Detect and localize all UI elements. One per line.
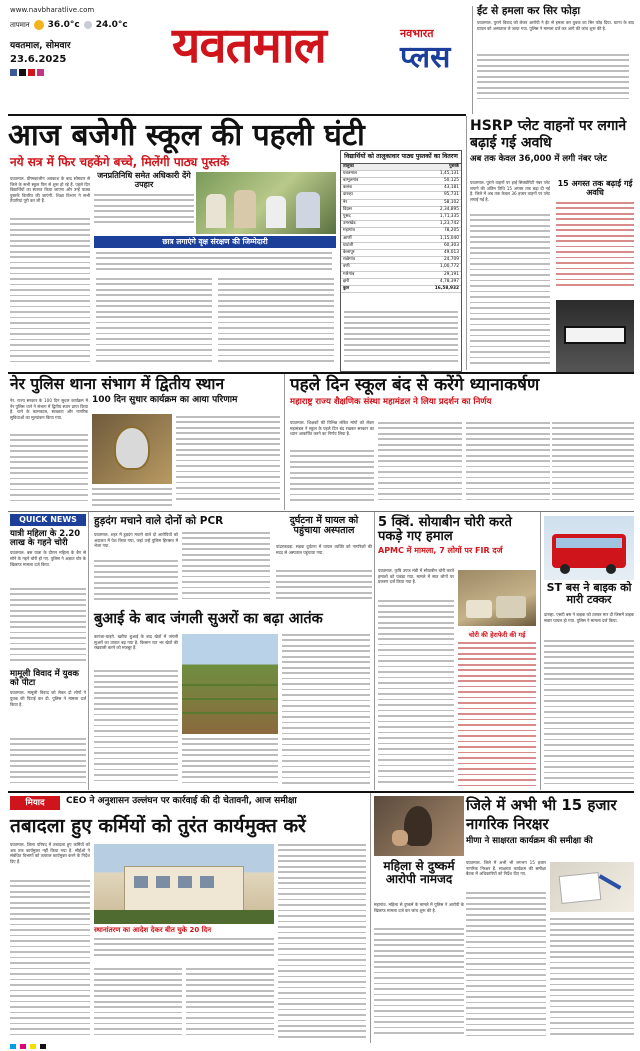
table-cell-books: 1,15,040 bbox=[439, 235, 459, 241]
mitiyad-body-col bbox=[10, 842, 90, 1042]
mitiyad-caption-box bbox=[94, 926, 274, 935]
masthead-left bbox=[10, 6, 180, 84]
city-day: यवतमाल, सोमवार bbox=[10, 41, 71, 51]
hsrp-side bbox=[556, 180, 634, 298]
table-cell-taluka: बाभूलगांव bbox=[343, 177, 359, 183]
table-cell-taluka: झरी bbox=[343, 278, 350, 284]
table-total-value: 16,58,932 bbox=[434, 285, 459, 291]
number-plate-photo bbox=[556, 300, 634, 372]
table-cell-taluka: उमरखेड bbox=[343, 221, 356, 227]
farm-field-photo bbox=[182, 634, 278, 734]
top-right-story bbox=[472, 6, 634, 114]
table-cell-taluka: दारव्हा bbox=[343, 192, 353, 198]
social-icons bbox=[10, 69, 180, 76]
lead-banner bbox=[94, 236, 336, 248]
soybean-subhead: APMC में मामला, 7 लोगों पर FIR दर्ज bbox=[378, 546, 503, 556]
table-row bbox=[341, 207, 461, 214]
table-cell-taluka: आर्णी bbox=[343, 235, 352, 241]
table-row bbox=[341, 264, 461, 271]
zp-office-photo bbox=[94, 844, 274, 924]
quick-news-1-title: यात्री महिला के 2.20 लाख के गहने चोरी bbox=[10, 529, 81, 549]
accident-headline: दुर्घटना में घायल को पहुंचाया अस्पताल bbox=[289, 515, 359, 537]
weather bbox=[10, 20, 180, 30]
ner-subhead-box bbox=[92, 396, 280, 412]
issue-date: 23.6.2025 bbox=[10, 54, 67, 65]
table-row bbox=[341, 192, 461, 199]
table-row bbox=[341, 200, 461, 207]
boar-body-col bbox=[94, 634, 178, 790]
lead-subhead-box bbox=[10, 156, 310, 169]
temperature-label: तापमान bbox=[10, 20, 30, 29]
website-url[interactable]: www.navbharatlive.com bbox=[10, 6, 95, 14]
table-row bbox=[341, 185, 461, 192]
table-row bbox=[341, 243, 461, 250]
table-cell-books: 49,013 bbox=[443, 249, 459, 255]
facebook-icon[interactable] bbox=[10, 69, 17, 76]
table-total-row bbox=[341, 286, 461, 293]
table-row bbox=[341, 178, 461, 185]
woman-story bbox=[374, 860, 464, 886]
hsrp-side-title: 15 अगस्त तक बढ़ाई गई अवधि bbox=[557, 179, 633, 197]
table-cell-books: 29,191 bbox=[443, 271, 459, 277]
youtube-icon[interactable] bbox=[28, 69, 35, 76]
st-bus-story bbox=[544, 582, 634, 606]
table-header-row bbox=[341, 164, 461, 171]
hsrp-subhead: अब तक केवल 36,000 में लगी नंबर प्लेट bbox=[470, 154, 607, 164]
top-right-body: यवतमाल. पुराने विवाद को लेकर आरोपी ने ईंट से हमला कर युवक का सिर फोड़ दिया. घटना के बाद घायल को अस्पताल ले जाया गया. पुलिस ने मामला दर्ज कर आगे की जांच शुरू की है. bbox=[477, 20, 634, 31]
quick-news-2-title: मामूली विवाद में युवक को पीटा bbox=[10, 669, 79, 689]
quick-news-item-1 bbox=[10, 530, 86, 580]
mitiyad-kicker-box bbox=[66, 797, 366, 807]
st-bus-headline: ST बस ने बाइक को मारी टक्कर bbox=[546, 581, 632, 606]
table-body bbox=[341, 171, 461, 286]
title-main: यवतमाल bbox=[172, 17, 326, 74]
table-cell-taluka: घाटंजी bbox=[343, 242, 354, 248]
boar-headline: बुआई के बाद जंगली सुअरों का बढ़ा आतंक bbox=[94, 611, 323, 627]
table-row bbox=[341, 272, 461, 279]
table-cell-taluka: कलंब bbox=[343, 185, 352, 191]
table-cell-taluka: केलापुर bbox=[343, 249, 355, 255]
table-cell-taluka: यवतमाल bbox=[343, 170, 357, 176]
ner-story bbox=[10, 376, 280, 393]
mitiyad-label-box bbox=[10, 796, 60, 810]
table-row bbox=[341, 250, 461, 257]
soybean-headline: 5 क्विं. सोयाबीन चोरी करते पकड़े गए हमाल bbox=[378, 515, 512, 545]
moon-icon bbox=[84, 21, 92, 29]
table-title: विद्यार्थियों को तालुकावार पाठ्य पुस्तकों का वितरण bbox=[341, 151, 461, 164]
print-marks bbox=[10, 1044, 630, 1049]
temp-low: 24.0°c bbox=[95, 20, 128, 30]
st-bus-photo bbox=[544, 516, 634, 580]
lead-inset bbox=[94, 172, 194, 232]
literacy-headline: जिले में अभी भी 15 हजार नागरिक निरक्षर bbox=[466, 796, 617, 833]
table-cell-books: 24,709 bbox=[443, 257, 459, 263]
table-row bbox=[341, 221, 461, 228]
quick-news-2-body: यवतमाल. मामूली विवाद को लेकर दो लोगों ने युवक की पिटाई कर दी. पुलिस ने मामला दर्ज किया है. bbox=[10, 690, 86, 707]
lead-headline-box bbox=[8, 118, 464, 154]
first-day-subhead: महाराष्ट्र राज्य शैक्षणिक संस्था महामंडल ने लिया प्रदर्शन का निर्णय bbox=[290, 397, 492, 408]
textbook-table bbox=[340, 150, 462, 372]
table-cell-taluka: नेर bbox=[343, 199, 348, 205]
accident-story bbox=[276, 516, 372, 537]
table-cell-books: 50,125 bbox=[443, 177, 459, 183]
x-icon[interactable] bbox=[19, 69, 26, 76]
literacy-story bbox=[466, 796, 634, 846]
top-right-headline: ईंट से हमला कर सिर फोड़ा bbox=[477, 5, 581, 17]
pcr-body: यवतमाल. शहर में हुड़दंग मचाने वाले दो आरोपियों को अदालत में पेश किया गया, जहां उन्हें पुलिस हिरासत में भेजा गया. bbox=[94, 532, 178, 549]
table-cell-taluka: मारेगांव bbox=[343, 271, 355, 277]
hsrp-body: यवतमाल. पुराने वाहनों पर हाई सिक्योरिटी नंबर प्लेट लगाने की अंतिम तिथि 15 अगस्त तक बढ़ा दी गई है. जिले में अब तक केवल 36 हजार वाहनों पर प्लेट लगाई गई है. bbox=[470, 180, 550, 202]
st-bus-body-col bbox=[544, 612, 634, 790]
table-cell-books: 2,34,895 bbox=[439, 206, 459, 212]
table-cell-books: 1,23,742 bbox=[439, 221, 459, 227]
text-filler bbox=[477, 54, 629, 104]
table-cell-taluka: पुसद bbox=[343, 213, 351, 219]
first-day-body: यवतमाल. शिक्षकों की विभिन्न लंबित मांगों को लेकर महामंडल ने स्कूल के पहले दिन बंद रखकर सरकार का ध्यान आकर्षित करने का निर्णय लिया है. bbox=[290, 420, 374, 437]
first-day-body-col bbox=[290, 420, 374, 510]
woman-body: महागांव. महिला से दुष्कर्म के मामले में पुलिस ने आरोपी के खिलाफ मामला दर्ज कर जांच शुरू की है. bbox=[374, 902, 464, 913]
ner-headline: नेर पुलिस थाना संभाग में द्वितीय स्थान bbox=[10, 375, 225, 393]
table-row bbox=[341, 228, 461, 235]
table-total-label: कुल bbox=[343, 285, 350, 291]
first-day-headline: पहले दिन स्कूल बंद से करेंगे ध्यानाकर्षण bbox=[290, 375, 540, 395]
st-bus-body: दारव्हा. एसटी बस ने बाइक को टक्कर मार दी जिसमें बाइक सवार घायल हो गया. पुलिस ने मामला दर्ज किया. bbox=[544, 612, 634, 623]
lead-body: यवतमाल. ग्रीष्मकालीन अवकाश के बाद सोमवार से जिले के सभी स्कूल फिर से शुरू हो रहे हैं. पहले दिन विद्यार्थियों का स्वागत किया जाएगा और उन्हें पाठ्य पुस्तकें वितरित की जाएंगी. शिक्षा विभाग ने सभी तैयारियां पूरी कर ली हैं. bbox=[10, 176, 90, 204]
mitiyad-headline: तबादला हुए कर्मियों को तुरंत कार्यमुक्त करें bbox=[10, 815, 306, 837]
lead-body-col1 bbox=[10, 176, 90, 371]
table-row bbox=[341, 279, 461, 286]
accident-body: पांढरकवड़ा. सड़क दुर्घटना में घायल व्यक्ति को नागरिकों की मदद से अस्पताल पहुंचाया गया. bbox=[276, 544, 372, 555]
pcr-body-col bbox=[94, 532, 178, 608]
school-kids-photo bbox=[196, 172, 336, 234]
pcr-story bbox=[94, 516, 268, 527]
mitiyad-label: मियाद bbox=[25, 798, 45, 808]
hsrp-headline: HSRP प्लेट वाहनों पर लगाने बढ़ाई गई अवधि bbox=[470, 118, 627, 151]
table-cell-books: 58,102 bbox=[443, 199, 459, 205]
table-cell-taluka: राळेगांव bbox=[343, 257, 356, 263]
brand-plus bbox=[400, 26, 466, 82]
accident-body-col bbox=[276, 544, 372, 608]
table-row bbox=[341, 236, 461, 243]
lead-headline: आज बजेगी स्कूल की पहली घंटी bbox=[8, 118, 365, 153]
woman-body-col bbox=[374, 902, 464, 1042]
ner-body-col bbox=[10, 398, 88, 510]
pcr-headline: हुड़दंग मचाने वाले दोनों को PCR bbox=[94, 515, 224, 527]
soybean-body: यवतमाल. कृषि उपज मंडी में सोयाबीन चोरी करते हमालों को पकड़ा गया. मामले में सात लोगों पर प्रकरण दर्ज किया गया है. bbox=[378, 568, 454, 585]
table-header-books: पुस्तकें bbox=[449, 163, 459, 169]
ner-body: नेर. राज्य सरकार के 100 दिन सुधार कार्यक्रम में नेर पुलिस थाने ने संभाग में द्वितीय स्थान प्राप्त किया है. थाने के कामकाज, स्वच्छता और नागरिक सुविधाओं का मूल्यांकन किया गया. bbox=[10, 398, 88, 420]
hsrp-body-col bbox=[470, 180, 550, 372]
table-header-taluka: तालुका bbox=[343, 163, 354, 169]
police-badge-photo bbox=[92, 414, 172, 484]
boar-body: कारंजा-घाड़गे. खरीफ बुआई के बाद खेतों में जंगली सुअरों का उत्पात बढ़ गया है. किसान रात भर खेतों की रखवाली करने को मजबूर हैं. bbox=[94, 634, 178, 651]
first-day-story bbox=[290, 376, 634, 408]
table-cell-books: 1,00,772 bbox=[439, 264, 459, 270]
table-row bbox=[341, 171, 461, 178]
literacy-body: यवतमाल. जिले में अभी भी लगभग 15 हजार नागरिक निरक्षर हैं. साक्षरता कार्यक्रम की समीक्षा बैठक में अधिकारियों को निर्देश दिए गए. bbox=[466, 860, 546, 877]
table-cell-taluka: वणी bbox=[343, 264, 350, 270]
lead-inset-title: जनप्रतिनिधि समेत अधिकारी देंगे उपहार bbox=[97, 171, 191, 189]
lead-banner-text: छात्र लगाएंगे वृक्ष संरक्षण की जिम्मेदारी bbox=[162, 237, 268, 246]
woman-headline: महिला से दुष्कर्म आरोपी नामजद bbox=[383, 859, 455, 886]
quick-news-1-body: यवतमाल. बस यात्रा के दौरान महिला के बैग से सोने के गहने चोरी हो गए. पुलिस ने अज्ञात चोर के खिलाफ मामला दर्ज किया. bbox=[10, 550, 86, 567]
literacy-body-col bbox=[466, 860, 546, 1042]
table-cell-books: 78,205 bbox=[443, 228, 459, 234]
table-cell-books: 60,303 bbox=[443, 242, 459, 248]
table-cell-taluka: महागांव bbox=[343, 228, 355, 234]
soybean-body-col bbox=[378, 568, 454, 790]
lead-subhead: नये सत्र में फिर चहकेंगे बच्चे, मिलेंगी पाठ्य पुस्तकें bbox=[10, 155, 230, 169]
soybean-photo bbox=[458, 570, 536, 626]
instagram-icon[interactable] bbox=[37, 69, 44, 76]
mitiyad-headline-box bbox=[10, 814, 366, 838]
mitiyad-caption: स्थानांतरण का आदेश देकर बीत चुके 20 दिन bbox=[94, 926, 212, 934]
mitiyad-kicker: CEO ने अनुशासन उल्लंघन पर कार्रवाई की दी चेतावनी, आज समीक्षा bbox=[66, 796, 297, 806]
soybean-caption: चोरी की हेराफेरी की गई bbox=[468, 631, 526, 639]
table-cell-taluka: दिग्रस bbox=[343, 206, 352, 212]
title-brand-top: नवभारत bbox=[400, 27, 434, 40]
soybean-caption-box bbox=[458, 630, 536, 639]
literacy-photo bbox=[550, 862, 634, 912]
ner-subhead: 100 दिन सुधार कार्यक्रम का आया परिणाम bbox=[92, 395, 238, 405]
boar-story bbox=[94, 612, 374, 628]
title-brand-bottom: प्लस bbox=[400, 40, 451, 75]
soybean-story bbox=[378, 516, 536, 556]
sun-icon bbox=[34, 20, 44, 30]
table-cell-books: 1,71,335 bbox=[439, 213, 459, 219]
woman-photo bbox=[374, 796, 464, 856]
literacy-subhead: मीणा ने साक्षरता कार्यक्रम की समीक्षा की bbox=[466, 836, 593, 846]
quick-news-label-box bbox=[10, 514, 86, 526]
mitiyad-body: यवतमाल. जिला परिषद में तबादला हुए कर्मियों को अब तक कार्यमुक्त नहीं किया गया है. सीईओ ने संबंधित विभागों को तत्काल कार्यमुक्त करने के निर्देश दिए हैं. bbox=[10, 842, 90, 864]
hsrp-story bbox=[470, 118, 634, 164]
table-cell-books: 43,181 bbox=[443, 185, 459, 191]
quick-news-item-2 bbox=[10, 670, 86, 730]
quick-news-label: QUICK NEWS bbox=[19, 515, 77, 524]
temp-high: 36.0°c bbox=[47, 20, 80, 30]
table-cell-books: 95,731 bbox=[443, 192, 459, 198]
newspaper-title bbox=[172, 18, 422, 78]
table-cell-books: 1,45,131 bbox=[439, 170, 459, 176]
table-cell-books: 4,78,397 bbox=[439, 278, 459, 284]
